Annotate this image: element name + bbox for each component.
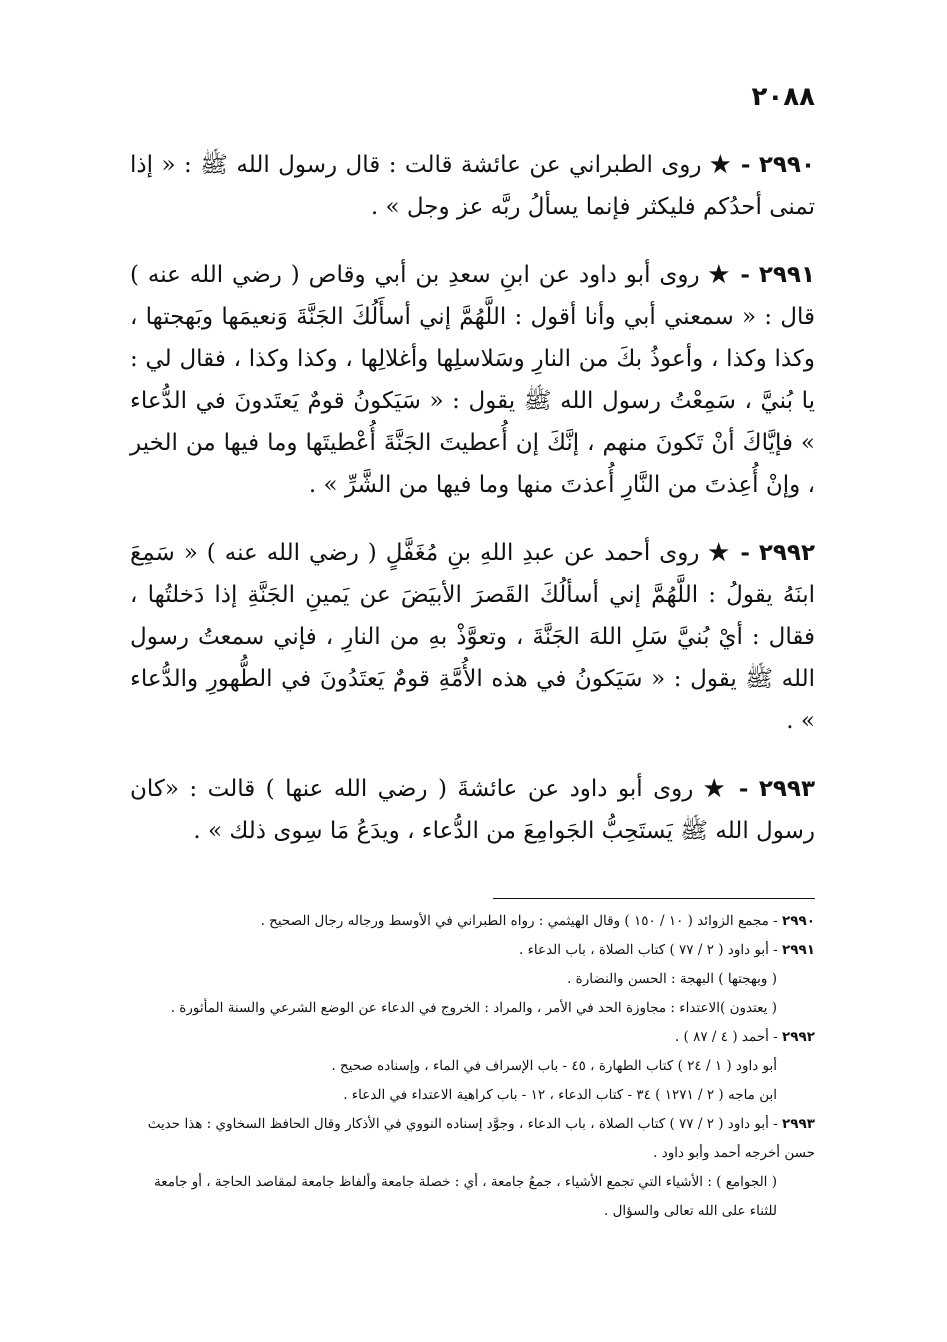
footnote-item <box>130 1081 815 1110</box>
hadith-marker: - ★ <box>709 151 751 178</box>
footnote-item <box>130 1168 815 1226</box>
footnote-number: ٢٩٩٠ <box>782 913 815 929</box>
hadith-number: ٢٩٩٠ <box>758 152 815 178</box>
hadith-marker: - ★ <box>708 261 750 288</box>
footnote-text: ( يعتدون )الاعتداء : مجاوزة الحد في الأمر ، والمراد : الخروج في الدعاء عن الوضع الشرعي والسنة المأثورة . <box>170 1000 777 1016</box>
footnote-item <box>130 1023 815 1052</box>
hadith-number: ٢٩٩٣ <box>758 776 816 802</box>
hadith-text: روى الطبراني عن عائشة قالت : قال رسول الله ﷺ : « إذا تمنى أحدُكم فليكثر فإنما يسألُ ربَّه عز وجل » . <box>130 152 815 220</box>
hadith-marker: - ★ <box>708 539 750 566</box>
hadith-number: ٢٩٩١ <box>758 262 816 288</box>
footnote-divider <box>493 898 815 899</box>
footnote-number: ٢٩٩٣ <box>782 1116 815 1132</box>
footnote-text: أبو داود ( ١ / ٢٤ ) كتاب الطهارة ، ٤٥ - باب الإسراف في الماء ، وإسناده صحيح . <box>331 1058 777 1074</box>
footnote-item <box>130 965 815 994</box>
footnote-text: ( وبهجتها ) البهجة : الحسن والنضارة . <box>567 971 777 987</box>
hadith-2992 <box>130 532 815 742</box>
footnote-text: ( الجوامع ) : الأشياء التي تجمع الأشياء ، جمعُ جامعة ، أي : خصلة جامعة وألفاظ جامعة لمقاصد الحاجة ، أو جامعة للثناء على الله تعالى والسؤال . <box>153 1174 777 1219</box>
footnote-text: - أحمد ( ٤ / ٨٧ ) . <box>674 1029 778 1045</box>
footnote-item <box>130 994 815 1023</box>
hadith-number: ٢٩٩٢ <box>758 540 815 566</box>
hadith-text: روى أحمد عن عبدِ اللهِ بنِ مُغَفَّلٍ ( رضي الله عنه ) « سَمِعَ ابنَهُ يقولُ : اللَّهُمَّ إني أسألُكَ القَصرَ الأبيَضَ عن يَمينِ الجَنَّةِ إذا دَخلتُها ، فقال : أيْ بُنيَّ سَلِ اللهَ الجَنَّةَ ، وتعوَّذْ بهِ من النارِ ، فإني سمعتُ رسول الله ﷺ يقول : « سَيَكونُ في هذه الأُمَّةِ قومٌ يَعتَدُونَ في الطُّهورِ والدُّعاء » . <box>130 540 815 734</box>
hadith-2993 <box>130 768 815 852</box>
hadith-text: روى أبو داود عن ابنِ سعدِ بن أبي وقاص ( رضي الله عنه ) قال : « سمعني أبي وأنا أقول : اللَّهُمَّ إني أسأَلُكَ الجَنَّةَ وَنعيمَها وبَهجتها ، وكذا وكذا ، وأعوذُ بكَ من النارِ وسَلاسلِها وأغلالِها ، وكذا وكذا ، فقال لي : يا بُنيَّ ، سَمِعْتُ رسول الله ﷺ يقول : « سَيَكونُ قومٌ يَعتَدونَ في الدُّعاء » فإيَّاكَ أنْ تَكونَ منهم ، إنَّكَ إن أُعطيتَ الجَنَّةَ أُعْطيتَها وما فيها من الخير ، وإنْ أُعِذتَ من النَّارِ أُعذتَ منها وما فيها من الشَّرِّ » . <box>130 262 815 498</box>
footnote-item <box>130 1110 815 1168</box>
page-number: ٢٠٨٨ <box>751 82 815 112</box>
hadith-marker: - ★ <box>703 775 749 802</box>
footnote-item <box>130 1052 815 1081</box>
hadith-2990 <box>130 144 815 228</box>
hadith-2991 <box>130 254 815 506</box>
footnote-item <box>130 936 815 965</box>
footnote-number: ٢٩٩٢ <box>782 1029 815 1045</box>
footnote-text: - أبو داود ( ٢ / ٧٧ ) كتاب الصلاة ، باب الدعاء . <box>519 942 778 958</box>
footnote-text: ابن ماجه ( ٢ / ١٢٧١ ) ٣٤ - كتاب الدعاء ، ١٢ - باب كراهية الاعتداء في الدعاء . <box>343 1087 777 1103</box>
footnote-text: - مجمع الزوائد ( ١٠ / ١٥٠ ) وقال الهيثمي : رواه الطبراني في الأوسط ورجاله رجال الصحيح . <box>260 913 778 929</box>
footnote-item <box>130 907 815 936</box>
hadith-text: روى أبو داود عن عائشةَ ( رضي الله عنها ) قالت : «كان رسول الله ﷺ يَستَحِبُّ الجَوامِعَ من الدُّعاء ، ويدَعُ مَا سِوى ذلك » . <box>130 776 815 844</box>
hadith-list <box>130 144 815 878</box>
footnotes <box>130 907 815 1226</box>
footnote-number: ٢٩٩١ <box>782 942 815 958</box>
footnote-text: - أبو داود ( ٢ / ٧٧ ) كتاب الصلاة ، باب الدعاء ، وجوَّد إسناده النووي في الأذكار وقال الحافظ السخاوي : هذا حديث حسن أخرجه أحمد وأبو داود . <box>147 1116 815 1161</box>
